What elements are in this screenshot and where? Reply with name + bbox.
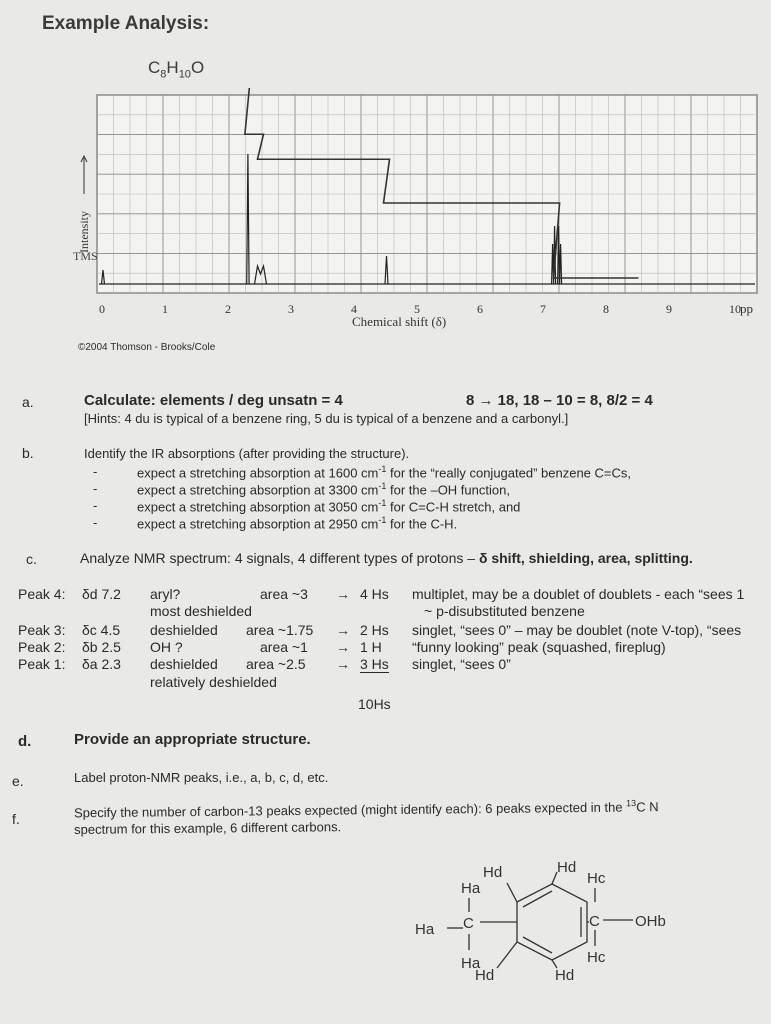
- item-c-letter: c.: [26, 551, 37, 567]
- item-a-hint: [Hints: 4 du is typical of a benzene ring, 5 du is typical of a benzene and a carbonyl.]: [84, 411, 569, 426]
- chart-x-tick-label: 4: [351, 302, 357, 316]
- item-f-letter: f.: [12, 811, 20, 827]
- peak-3-label: Peak 3:: [18, 622, 66, 638]
- peak-3-desc: deshielded: [150, 622, 218, 638]
- item-a-text: Calculate: elements / deg unsatn = 4: [84, 392, 343, 409]
- atom-ha-top: Ha: [461, 880, 481, 897]
- peak-4-hydrogens: 4 Hs: [360, 586, 389, 602]
- atom-hc-top: Hc: [587, 870, 606, 887]
- item-d-letter: d.: [18, 733, 32, 750]
- peak-4-desc-2: most deshielded: [150, 603, 252, 619]
- item-f-text-2: spectrum for this example, 6 different carbons.: [74, 819, 342, 837]
- chart-x-tick-label: 6: [477, 302, 483, 316]
- peak-1-label: Peak 1:: [18, 656, 66, 672]
- molecular-formula: $C_8H_{10}O$: [148, 58, 205, 81]
- peak-3-hydrogens: 2 Hs: [360, 622, 389, 638]
- ir-line-1: expect a stretching absorption at 1600 $cm^{-1}$ for the “really conjugated” benzene C=Cs,: [137, 464, 631, 481]
- item-e-text: Label proton-NMR peaks, i.e., a, b, c, d, etc.: [74, 770, 329, 785]
- peak-4-note: multiplet, may be a doublet of doublets - each “sees 1: [412, 586, 745, 602]
- molecular-structure: [405, 850, 745, 1000]
- item-e-letter: e.: [12, 773, 24, 789]
- atom-oh: OHb: [635, 913, 666, 930]
- atom-hc-bottom: Hc: [587, 949, 606, 966]
- page-title: Example Analysis:: [42, 13, 210, 34]
- peak-1-delta: δa 2.3: [82, 656, 121, 672]
- chart-x-tick-label: 1: [162, 302, 168, 316]
- atom-hd-tr: Hd: [557, 859, 577, 876]
- bond-ring-to-hd-tl: [507, 883, 517, 902]
- item-c-text: Analyze NMR spectrum: 4 signals, 4 different types of protons – δ shift, shielding, area, splitting.: [80, 550, 693, 566]
- chart-grid: [97, 95, 757, 293]
- atom-ha-bottom: Ha: [461, 955, 481, 972]
- chart-x-tick-label: 0: [99, 302, 105, 316]
- chart-tms-label: TMS: [73, 249, 98, 263]
- benzene-ring: [517, 884, 587, 960]
- peak-2-delta: δb 2.5: [82, 639, 121, 655]
- copyright-note: ©2004 Thomson - Brooks/Cole: [78, 342, 216, 353]
- chart-x-tick-label: 8: [603, 302, 609, 316]
- chart-x-unit-suffix: pp: [740, 301, 753, 316]
- peak-3-area: area ~1.75: [246, 622, 314, 638]
- peak-2-hydrogens: 1 H: [360, 639, 382, 655]
- ir-line-3: expect a stretching absorption at 3050 $cm^{-1}$ for C=C-H stretch, and: [137, 498, 521, 515]
- atom-hd-bl: Hd: [475, 967, 495, 984]
- chart-x-tick-label: 7: [540, 302, 546, 316]
- chart-y-axis-label: Intensity: [77, 211, 91, 253]
- peak-1-hydrogens: 3 Hs: [360, 656, 389, 672]
- item-b-letter: b.: [22, 445, 34, 461]
- peak-4-desc: aryl?: [150, 586, 181, 602]
- peak-4-delta: δd 7.2: [82, 586, 121, 602]
- atom-hd-tl: Hd: [483, 864, 503, 881]
- chart-x-tick-label: 2: [225, 302, 231, 316]
- peak-4-area: area ~3: [260, 586, 308, 602]
- peak-4-arrow: →: [336, 586, 350, 602]
- peak-3-note: singlet, “sees 0” – may be doublet (note V-top), “sees: [412, 622, 742, 638]
- item-f-text: Specify the number of carbon-13 peaks expected (might identify each): 6 peaks expected in the $^{13}$C N: [74, 798, 659, 821]
- peak-3-arrow: →: [336, 622, 350, 638]
- chart-x-tick-label: 10: [729, 302, 741, 316]
- ir-line-4: expect a stretching absorption at 2950 $cm^{-1}$ for the C-H.: [137, 515, 458, 532]
- item-d-text: Provide an appropriate structure.: [74, 731, 311, 748]
- chart-x-tick-label: 3: [288, 302, 294, 316]
- peak-3-delta: δc 4.5: [82, 622, 121, 638]
- atom-hd-br: Hd: [555, 967, 575, 984]
- item-a-calc: 8 → 18, 18 – 10 = 8, 8/2 = 4: [466, 392, 653, 409]
- bond-ring-to-hd-bl: [497, 942, 517, 968]
- ir-dash-3: -: [93, 498, 98, 513]
- peak-4-note-2: ~ p-disubstituted benzene: [424, 603, 585, 619]
- benzene-double-bond: [523, 891, 552, 907]
- ir-dash-1: -: [93, 464, 98, 479]
- peak-4-label: Peak 4:: [18, 586, 66, 602]
- peak-1-desc-2: relatively deshielded: [150, 674, 277, 690]
- peak-1-note: singlet, “sees 0”: [412, 656, 511, 672]
- peak-1-area: area ~2.5: [246, 656, 306, 672]
- peak-2-arrow: →: [336, 639, 350, 655]
- peak-2-area: area ~1: [260, 639, 308, 655]
- chart-x-axis-label: Chemical shift (δ): [352, 314, 447, 329]
- ir-dash-4: -: [93, 515, 98, 530]
- chart-x-tick-label: 9: [666, 302, 672, 316]
- peak-1-desc: deshielded: [150, 656, 218, 672]
- nmr-spectrum-chart: [60, 88, 771, 363]
- peak-2-label: Peak 2:: [18, 639, 66, 655]
- atom-c-right: C: [589, 913, 600, 930]
- peak-2-note: “funny looking” peak (squashed, fireplug): [412, 639, 666, 655]
- benzene-double-bond: [523, 937, 552, 953]
- item-b-text: Identify the IR absorptions (after providing the structure).: [84, 446, 410, 461]
- peaks-total: 10Hs: [358, 696, 391, 712]
- peak-1-arrow: →: [336, 656, 350, 672]
- chart-x-tick-label: 5: [414, 302, 420, 316]
- item-a-letter: a.: [22, 394, 34, 410]
- atom-c-left: C: [463, 915, 474, 932]
- peak-2-desc: OH ?: [150, 639, 183, 655]
- ir-line-2: expect a stretching absorption at 3300 $cm^{-1}$ for the –OH function,: [137, 481, 510, 498]
- ir-dash-2: -: [93, 481, 98, 496]
- atom-ha-left: Ha: [415, 921, 435, 938]
